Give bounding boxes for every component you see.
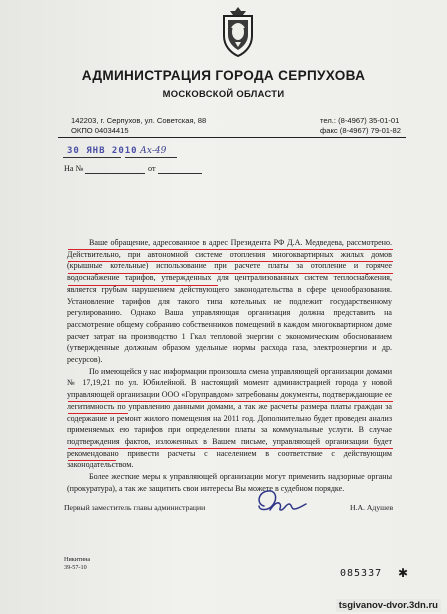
asterisk-icon: ✱ (398, 566, 409, 580)
site-watermark: tsgivanov-dvor.3dn.ru (336, 599, 441, 612)
outgoing-number: Ах-49 (140, 146, 167, 156)
executor-name: Никитина (64, 556, 91, 563)
paragraph: Ваше обращение, адресованное в адрес Президента РФ Д.А. Медведева, рассмотрено. Действительно, при автономной системе отопления многоквартирных жилых домов (крышные котельные) использование при расчете платы за отопление и горячее водоснабжение тарифов, утвержденных для централизованных систем теплоснабжения, является грубым нарушением действующего законодательства в сфере ценообразования. Установление тарифов для такого типа котельных не подлежит государственному регулированию. Однако Ваша управляющая организация должна представить на рассмотрение общему собранию собственников помещений в каждом многоквартирном доме расчет затрат на производство 1 Гкал тепловой энергии с экономическим обоснованием (утвержденные должным образом удельные нормы расхода газа, электроэнергии и др. ресурсов). (67, 238, 392, 365)
date-line (63, 157, 121, 158)
signature-graphic (250, 486, 312, 522)
highlight-underline (68, 249, 393, 250)
date-stamp: 30 ЯНВ 2010 (67, 146, 138, 156)
paragraph: По имеющейся у нас информации произошла смена управляющей организации домами № 17,19,21 по ул. Юбилейной. В настоящий момент администрацией города у новой управляющей организации ООО «Горуправдом» затребованы документы, подтверждающие ее легитимность по управлению данными домами, а так же расчеты размера платы граждан за содержание и ремонт жилого помещения на 2011 год. Дополнительно будет проведен анализ применяемых ею тарифов при определении платы за коммунальные услуги. В случае подтверждения фактов, изложенных в Вашем письме, управляющей организации будет рекомендовано привести расчеты с населением в соответствие с действующим законодательством. (67, 366, 392, 470)
highlight-underline (68, 413, 128, 414)
header-rule (58, 137, 406, 138)
okpo-code: ОКПО 04034415 (71, 126, 129, 135)
reference-date-label: от (148, 164, 156, 173)
organization-region: МОСКОВСКОЙ ОБЛАСТИ (162, 88, 285, 99)
highlight-underline (68, 285, 218, 286)
number-line (125, 157, 177, 158)
fax: факс (8-4967) 79-01-82 (320, 126, 401, 135)
letter-body (67, 237, 392, 494)
signatory-name: Н.А. Адушев (350, 503, 394, 512)
reference-number-label: На № (64, 164, 84, 173)
organization-name: АДМИНИСТРАЦИЯ ГОРОДА СЕРПУХОВА (81, 68, 366, 83)
phone: тел.: (8-4967) 35-01-01 (320, 116, 400, 125)
highlight-underline (68, 273, 393, 274)
highlight-underline (68, 460, 116, 461)
highlight-underline (68, 401, 393, 402)
highlight-underline (68, 448, 393, 449)
serial-number: 085337 (340, 568, 383, 579)
paragraph: Более жесткие меры к управляющей организации могут применить надзорные органы (прокуратура), а так же защитить свои интересы Вы можете в судебном порядке. (67, 472, 392, 493)
coat-of-arms-icon (218, 4, 258, 58)
highlight-underline (68, 261, 393, 262)
executor-phone: 39-57-10 (64, 564, 87, 571)
address: 142203, г. Серпухов, ул. Советская, 88 (71, 116, 207, 125)
signatory-position: Первый заместитель главы администрации (64, 503, 206, 512)
reference-number-line (85, 173, 145, 174)
reference-date-line (158, 173, 202, 174)
